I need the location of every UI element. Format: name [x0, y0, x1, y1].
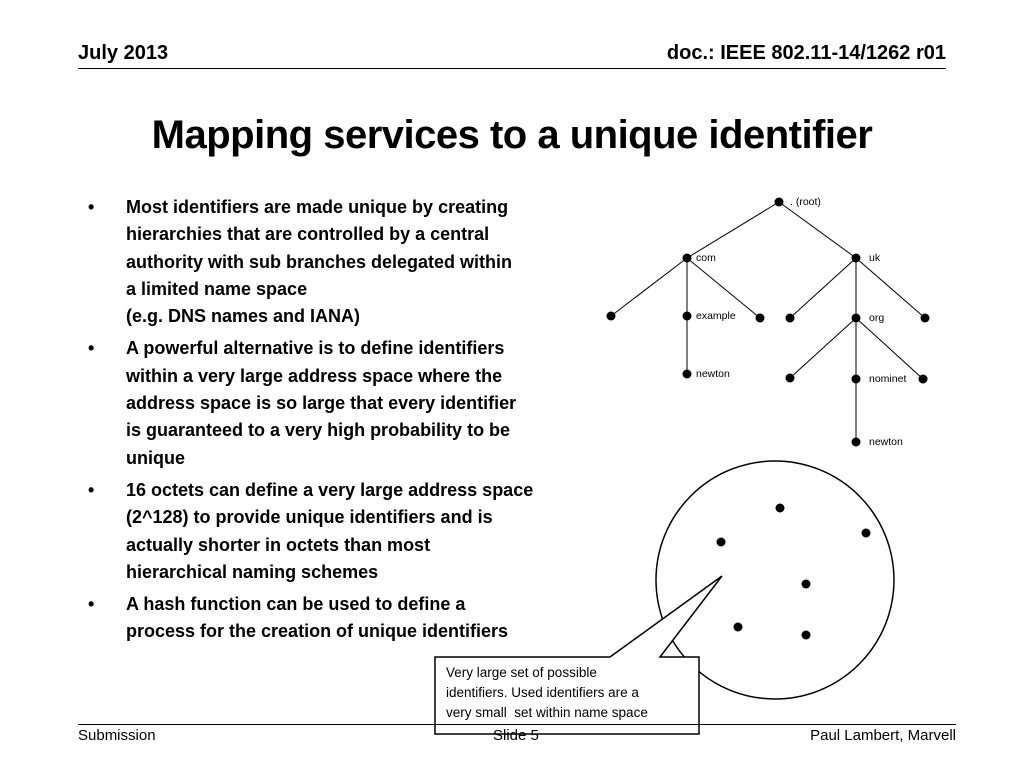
bullet-line: A powerful alternative is to define identifiers [126, 338, 505, 359]
tree-label-root: . (root) [790, 196, 821, 208]
bullet-line: unique [126, 447, 185, 468]
tree-node [786, 374, 795, 383]
callout-line: Very large set of possible [446, 665, 597, 680]
slide-title: Mapping services to a unique identifier [151, 113, 873, 157]
tree-label-example: example [696, 310, 736, 322]
header-date: July 2013 [78, 42, 169, 64]
tree-node [921, 314, 930, 323]
tree-edge [790, 318, 856, 378]
tree-node [919, 375, 928, 384]
bullet-line: address space is so large that every identifier [126, 393, 517, 414]
footer-author: Paul Lambert, Marvell [810, 727, 956, 744]
callout-text [446, 663, 696, 723]
bullet-line: process for the creation of unique identifiers [126, 621, 509, 642]
tree-edge [687, 202, 779, 258]
tree-node-example [683, 312, 692, 321]
tree-node [786, 314, 795, 323]
tree-label-nominet: nominet [869, 373, 907, 385]
tree-edge [790, 258, 856, 318]
tree-label-newton: newton [869, 436, 903, 448]
tree-node-root [775, 198, 784, 207]
bullet-line: authority with sub branches delegated within [126, 251, 513, 272]
bullet-line: 16 octets can define a very large address space [126, 479, 534, 500]
identifier-dot [717, 538, 726, 547]
bullet-line: is guaranteed to a very high probability to be [126, 420, 511, 441]
bullet-dot: • [88, 197, 95, 217]
bullet-line: hierarchies that are controlled by a central [126, 224, 490, 245]
bullet-dot: • [88, 479, 95, 500]
bullet-line: A hash function can be used to define a [126, 594, 466, 615]
bullet-line: Most identifiers are made unique by creating [126, 197, 509, 217]
bullet-line: (2^128) to provide unique identifiers and is [126, 507, 493, 528]
header-doc-number: doc.: IEEE 802.11-14/1262 r01 [666, 42, 946, 64]
bullet-line: actually shorter in octets than most [126, 534, 431, 555]
bullet-line: hierarchical naming schemes [126, 561, 379, 582]
tree-node-org [852, 314, 861, 323]
tree-node [607, 312, 616, 321]
bullet-line: (e.g. DNS names and IANA) [126, 306, 361, 327]
callout-line: very small set within name space [446, 705, 648, 720]
identifier-dot [802, 631, 811, 640]
footer-rule [78, 724, 956, 725]
bullet-dot: • [88, 594, 95, 615]
footer-submission: Submission [78, 727, 156, 744]
bullet-line: within a very large address space where the [126, 365, 503, 386]
tree-label-com: com [696, 252, 716, 264]
identifier-dot [734, 623, 743, 632]
tree-node-nominet [852, 375, 861, 384]
tree-edge [687, 258, 760, 318]
identifier-dot [802, 580, 811, 589]
identifier-dot [862, 529, 871, 538]
bullet-line: a limited name space [126, 278, 308, 299]
tree-edge [779, 202, 856, 258]
tree-node-com [683, 254, 692, 263]
tree-edge [856, 258, 925, 318]
tree-edge [611, 258, 687, 316]
tree-label-org: org [869, 312, 885, 324]
tree-label-uk: uk [869, 252, 881, 264]
tree-edge [856, 318, 923, 379]
tree-node-uk [852, 254, 861, 263]
tree-label-newton: newton [696, 368, 730, 380]
tree-node [756, 314, 765, 323]
identifier-dot [776, 504, 785, 513]
tree-node-newton [683, 370, 692, 379]
callout-line: identifiers. Used identifiers are a [446, 685, 639, 700]
footer-slide-number: Slide 5 [493, 727, 539, 744]
tree-node-newton [852, 438, 861, 447]
bullet-dot: • [88, 338, 95, 359]
